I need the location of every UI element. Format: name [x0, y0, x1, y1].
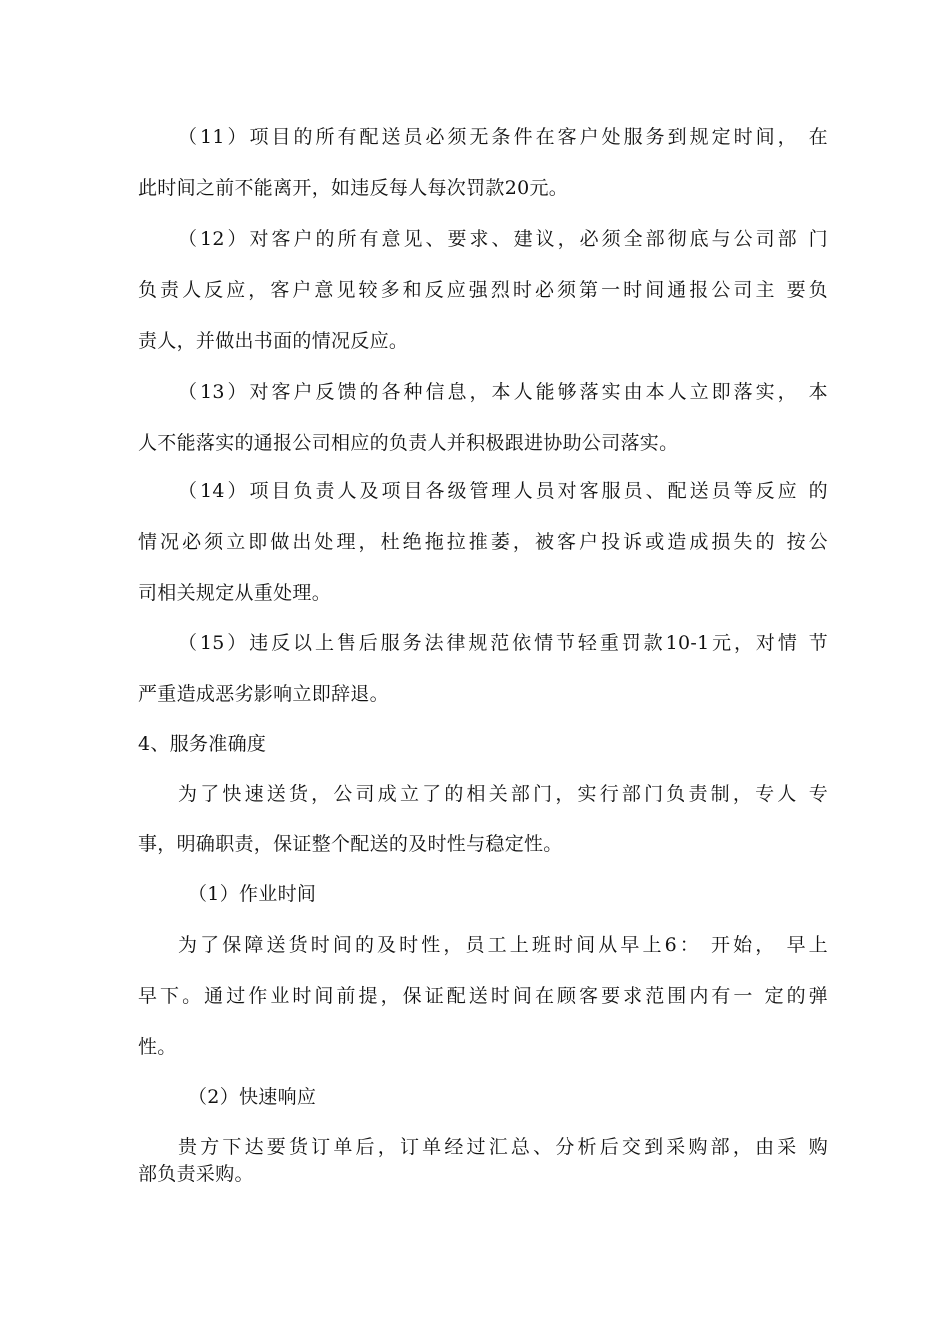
subsection-1-line-3: 性。	[138, 1036, 177, 1058]
paragraph-11-line-1: （11）项目的所有配送员必须无条件在客户处服务到规定时间， 在	[178, 126, 828, 148]
subsection-1-heading: （1）作业时间	[188, 883, 317, 905]
paragraph-13-line-2: 人不能落实的通报公司相应的负责人并积极跟进协助公司落实。	[138, 432, 679, 454]
paragraph-14-line-3: 司相关规定从重处理。	[138, 582, 332, 604]
subsection-1-line-1: 为了保障送货时间的及时性，员工上班时间从早上6： 开始， 早上	[178, 934, 828, 956]
section-4-heading: 4、服务准确度	[138, 733, 267, 755]
paragraph-14-line-1: （14）项目负责人及项目各级管理人员对客服员、配送员等反应 的	[178, 480, 828, 502]
paragraph-14-line-2: 情况必须立即做出处理，杜绝拖拉推萎，被客户投诉或造成损失的 按公	[138, 531, 828, 553]
paragraph-12-line-3: 责人，并做出书面的情况反应。	[138, 330, 409, 352]
paragraph-12-line-1: （12）对客户的所有意见、要求、建议，必须全部彻底与公司部 门	[178, 228, 828, 250]
subsection-2-line-2: 部负责采购。	[138, 1163, 254, 1185]
subsection-2-line-1: 贵方下达要货订单后，订单经过汇总、分析后交到采购部，由采 购	[178, 1136, 828, 1158]
paragraph-11-line-2: 此时间之前不能离开，如违反每人每次罚款20元。	[138, 177, 569, 199]
subsection-1-line-2: 早下。通过作业时间前提，保证配送时间在顾客要求范围内有一 定的弹	[138, 985, 828, 1007]
section-4-intro-line-1: 为了快速送货，公司成立了的相关部门，实行部门负责制，专人 专	[178, 783, 828, 805]
paragraph-13-line-1: （13）对客户反馈的各种信息，本人能够落实由本人立即落实， 本	[178, 381, 828, 403]
subsection-2-heading: （2）快速响应	[188, 1086, 317, 1108]
paragraph-12-line-2: 负责人反应，客户意见较多和反应强烈时必须第一时间通报公司主 要负	[138, 279, 828, 301]
paragraph-15-line-1: （15）违反以上售后服务法律规范依情节轻重罚款10-1元，对情 节	[178, 632, 828, 654]
paragraph-15-line-2: 严重造成恶劣影响立即辞退。	[138, 683, 389, 705]
section-4-intro-line-2: 事，明确职责，保证整个配送的及时性与稳定性。	[138, 833, 563, 855]
